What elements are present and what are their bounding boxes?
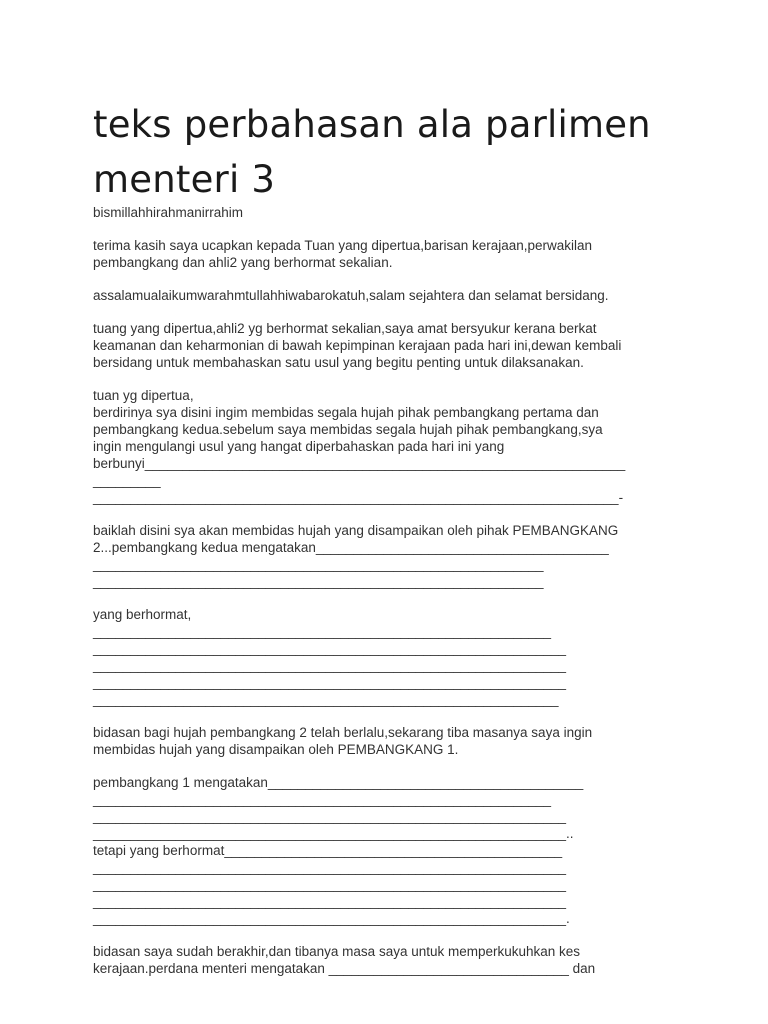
text-line: pembangkang kedua.sebelum saya membidas segala hujah pihak pembangkang,sya [93,422,603,437]
text-line: tuan yg dipertua, [93,388,194,403]
text-line: _______________________________________________________________ [93,894,567,909]
text-line: ______________________________________________________________ [93,692,559,707]
text-line: _______________________________________________________________ [93,675,567,690]
text-line: _______________________________________________________________ [93,641,567,656]
text-line: pembangkang dan ahli2 yang berhormat sekalian. [93,255,393,270]
document-title: teks perbahasan ala parlimen menteri 3 [93,103,651,201]
text-line: _______________________________________________________________.. [93,826,574,841]
paragraph-spacer [93,708,693,724]
text-line: bismillahhirahmanirrahim [93,205,244,220]
paragraph-spacer [93,221,693,237]
text-line: keamanan dan keharmonian di bawah kepimpinan kerajaan pada hari ini,dewan kembali [93,338,622,353]
text-line: bidasan saya sudah berakhir,dan tibanya masa saya untuk memperkukuhkan kes [93,944,581,959]
text-line: pembangkang 1 mengatakan__________________________________________ [93,775,584,790]
text-line: _______________________________________________________________ [93,877,567,892]
text-line: yang berhormat, [93,607,192,622]
text-line: ____________________________________________________________ [93,574,544,589]
paragraph-spacer [93,927,693,943]
text-line: tetapi yang berhormat_____________________________________________ [93,843,563,858]
text-line: kerajaan.perdana menteri mengatakan ________________________________ dan [93,961,596,976]
text-line: berdirinya sya disini ingim membidas segala hujah pihak pembangkang pertama dan [93,405,599,420]
paragraph-spacer [93,271,693,287]
paragraph-spacer [93,304,693,320]
text-line: bersidang untuk membahaskan satu usul yang begitu penting untuk dilaksanakan. [93,355,584,370]
text-line: membidas hujah yang disampaikan oleh PEMBANGKANG 1. [93,742,459,757]
text-line: ______________________________________________________________________- [93,490,624,505]
paragraph-spacer [93,371,693,387]
text-line: 2...pembangkang kedua mengatakan_______________________________________ [93,540,609,555]
text-line: _______________________________________________________________ [93,658,567,673]
text-line: ingin mengulangi usul yang hangat diperbahaskan pada hari ini yang [93,439,505,454]
text-line: _______________________________________________________________ [93,809,567,824]
text-line: ____________________________________________________________ [93,557,544,572]
paragraph-spacer [93,506,693,522]
paragraph-spacer [93,758,693,774]
text-line: _____________________________________________________________ [93,624,551,639]
text-line: _________ [93,473,161,488]
text-line: berbunyi________________________________________________________________ [93,456,626,471]
text-line: bidasan bagi hujah pembangkang 2 telah berlalu,sekarang tiba masanya saya ingin [93,725,593,740]
text-line: _______________________________________________________________. [93,911,570,926]
text-line: baiklah disini sya akan membidas hujah yang disampaikan oleh pihak PEMBANGKANG [93,523,619,538]
text-line: _______________________________________________________________ [93,860,567,875]
document-body [93,204,693,977]
text-line: assalamualaikumwarahmtullahhiwabarokatuh,salam sejahtera dan selamat bersidang. [93,288,609,303]
text-line: terima kasih saya ucapkan kepada Tuan yang dipertua,barisan kerajaan,perwakilan [93,238,593,253]
paragraph-spacer [93,590,693,606]
text-line: _____________________________________________________________ [93,792,551,807]
text-line: tuang yang dipertua,ahli2 yg berhormat sekalian,saya amat bersyukur kerana berkat [93,321,597,336]
